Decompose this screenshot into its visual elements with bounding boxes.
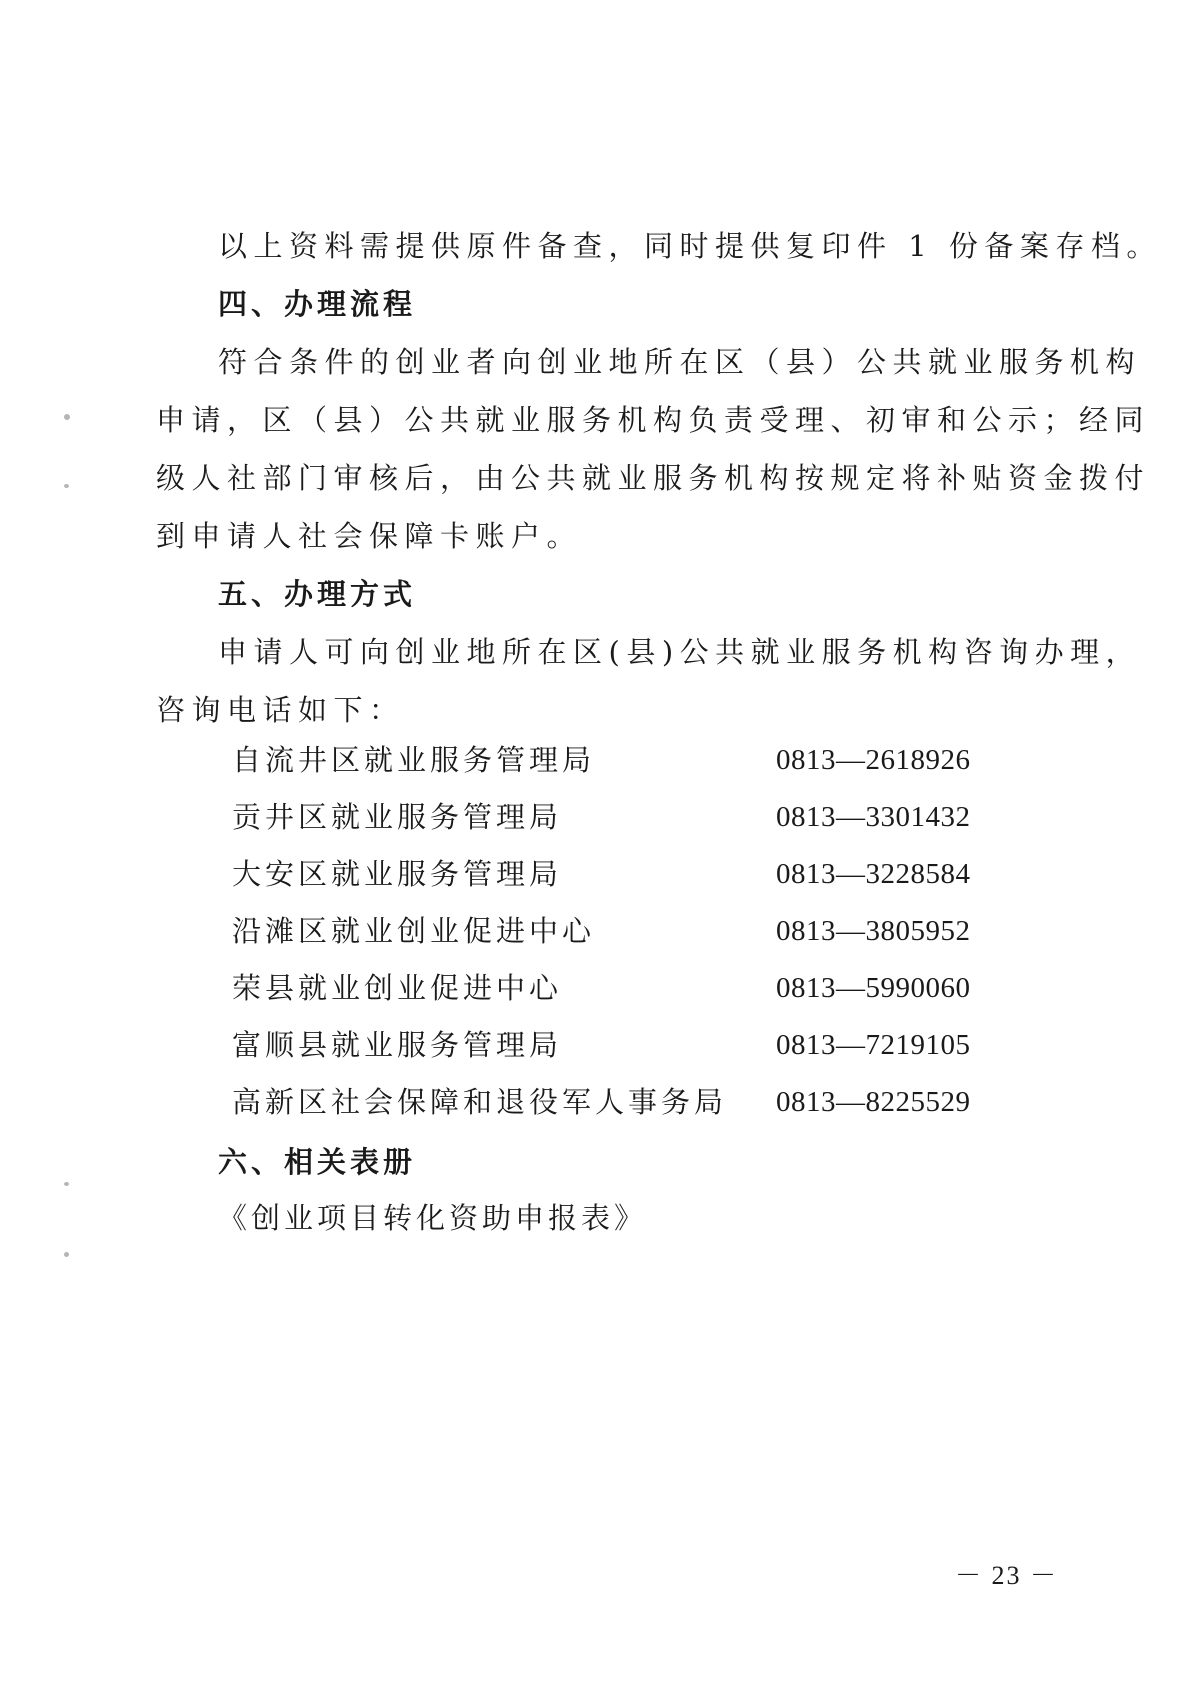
contact-row [232, 797, 992, 837]
contact-row [232, 968, 992, 1008]
contact-phone-number: 0813—8225529 [776, 1086, 971, 1118]
section-heading-process: 四、办理流程 [218, 287, 417, 321]
process-line-3: 级人社部门审核后，由公共就业服务机构按规定将补贴资金拨付 [156, 461, 1151, 495]
section-heading-method: 五、办理方式 [218, 577, 417, 611]
contact-phone-number: 0813—5990060 [776, 972, 971, 1004]
method-line-1: 申请人可向创业地所在区(县)公共就业服务机构咨询办理， [218, 635, 1142, 669]
contact-office-name: 大安区就业服务管理局 [232, 857, 563, 891]
contact-phone-number: 0813—7219105 [776, 1029, 971, 1061]
method-line-2: 咨询电话如下： [156, 693, 405, 727]
page-number: － 23 － [955, 1561, 1059, 1590]
process-line-2: 申请，区（县）公共就业服务机构负责受理、初审和公示；经同 [156, 403, 1151, 437]
contact-row [232, 740, 992, 780]
process-line-1: 符合条件的创业者向创业地所在区（县）公共就业服务机构 [218, 345, 1142, 379]
contact-phone-number: 0813—3805952 [776, 915, 971, 947]
scan-speck [64, 1182, 69, 1186]
contact-office-name: 自流井区就业服务管理局 [232, 743, 596, 777]
section-heading-forms: 六、相关表册 [218, 1145, 417, 1179]
contact-office-name: 荣县就业创业促进中心 [232, 971, 563, 1005]
scan-speck [64, 414, 70, 420]
contact-office-name: 富顺县就业服务管理局 [232, 1028, 563, 1062]
form-title: 《创业项目转化资助申报表》 [218, 1201, 648, 1235]
contact-row [232, 911, 992, 951]
contact-row [232, 1082, 992, 1122]
contact-phone-number: 0813—3228584 [776, 858, 971, 890]
contact-phone-number: 0813—2618926 [776, 744, 971, 776]
contact-row [232, 854, 992, 894]
contact-office-name: 沿滩区就业创业促进中心 [232, 914, 596, 948]
scan-speck [64, 484, 69, 488]
intro-line: 以上资料需提供原件备查，同时提供复印件 1 份备案存档。 [218, 229, 1162, 263]
process-line-4: 到申请人社会保障卡账户。 [156, 519, 583, 553]
contact-office-name: 高新区社会保障和退役军人事务局 [232, 1085, 728, 1119]
scan-speck [64, 1252, 69, 1257]
contact-phone-number: 0813—3301432 [776, 801, 971, 833]
contact-row [232, 1025, 992, 1065]
contact-office-name: 贡井区就业服务管理局 [232, 800, 563, 834]
